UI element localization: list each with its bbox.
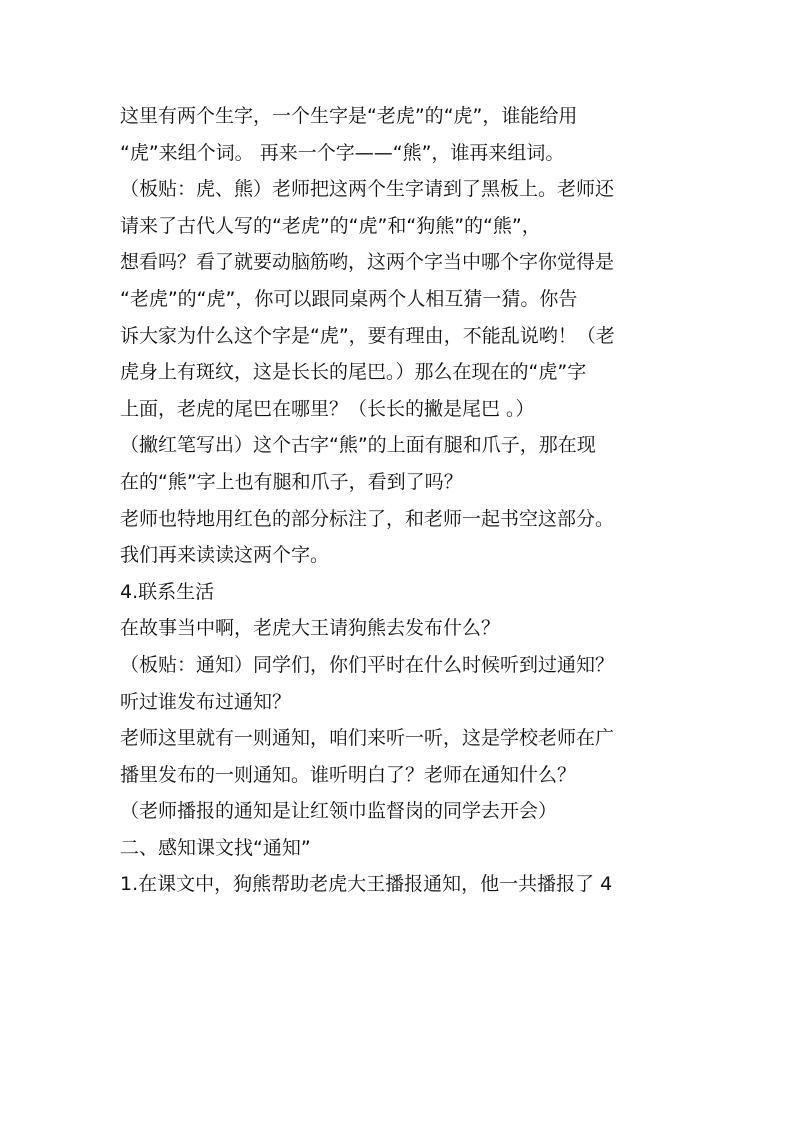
paragraph-line: 我们再来读读这两个字。 bbox=[120, 544, 330, 567]
paragraph-line: 听过谁发布过通知？ bbox=[120, 690, 292, 713]
paragraph-line: 老师这里就有一则通知，咱们来听一听，这是学校老师在广 bbox=[120, 727, 615, 750]
paragraph-line: （板贴：通知）同学们，你们平时在什么时候听到过通知？ bbox=[120, 653, 615, 676]
paragraph-line: 上面，老虎的尾巴在哪里？（长长的撇是尾巴 。） bbox=[120, 397, 535, 420]
paragraph-line: 在故事当中啊，老虎大王请狗熊去发布什么？ bbox=[120, 617, 501, 640]
section-heading: 二、感知课文找“通知” bbox=[120, 836, 311, 859]
paragraph-line: 想看吗？看了就要动脑筋哟，这两个字当中哪个字你觉得是 bbox=[120, 251, 615, 274]
paragraph-line: 这里有两个生字，一个生字是“老虎”的“虎”，谁能给用 bbox=[120, 105, 578, 127]
paragraph-line: （撇红笔写出）这个古字“熊”的上面有腿和爪子，那在现 bbox=[120, 434, 596, 457]
paragraph-line: 虎身上有斑纹，这是长长的尾巴。）那么在现在的“虎”字 bbox=[120, 361, 587, 384]
paragraph-line: 播里发布的一则通知。谁听明白了？老师在通知什么？ bbox=[120, 763, 577, 786]
section-heading: 4.联系生活 bbox=[120, 580, 215, 603]
paragraph-line: （老师播报的通知是让红领巾监督岗的同学去开会） bbox=[120, 800, 558, 823]
document-body bbox=[120, 98, 680, 903]
paragraph-line: 在的“熊”字上也有腿和爪子，看到了吗？ bbox=[120, 470, 463, 493]
paragraph-line: 诉大家为什么这个字是“虎”，要有理由，不能乱说哟！（老 bbox=[120, 324, 615, 347]
paragraph-line: （板贴：虎、熊）老师把这两个生字请到了黑板上。老师还 bbox=[120, 178, 615, 201]
paragraph-line: “老虎”的“虎”，你可以跟同桌两个人相互猜一猜。你告 bbox=[120, 287, 578, 310]
paragraph-line: 1.在课文中，狗熊帮助老虎大王播报通知，他一共播报了 4 bbox=[120, 873, 613, 896]
paragraph-line: 请来了古代人写的“老虎”的“虎”和“狗熊”的“熊”， bbox=[120, 214, 541, 237]
paragraph-line: 老师也特地用红色的部分标注了，和老师一起书空这部分。 bbox=[120, 507, 615, 530]
paragraph-line: “虎”来组个词。 再来一个字——“熊”，谁再来组词。 bbox=[120, 141, 565, 164]
